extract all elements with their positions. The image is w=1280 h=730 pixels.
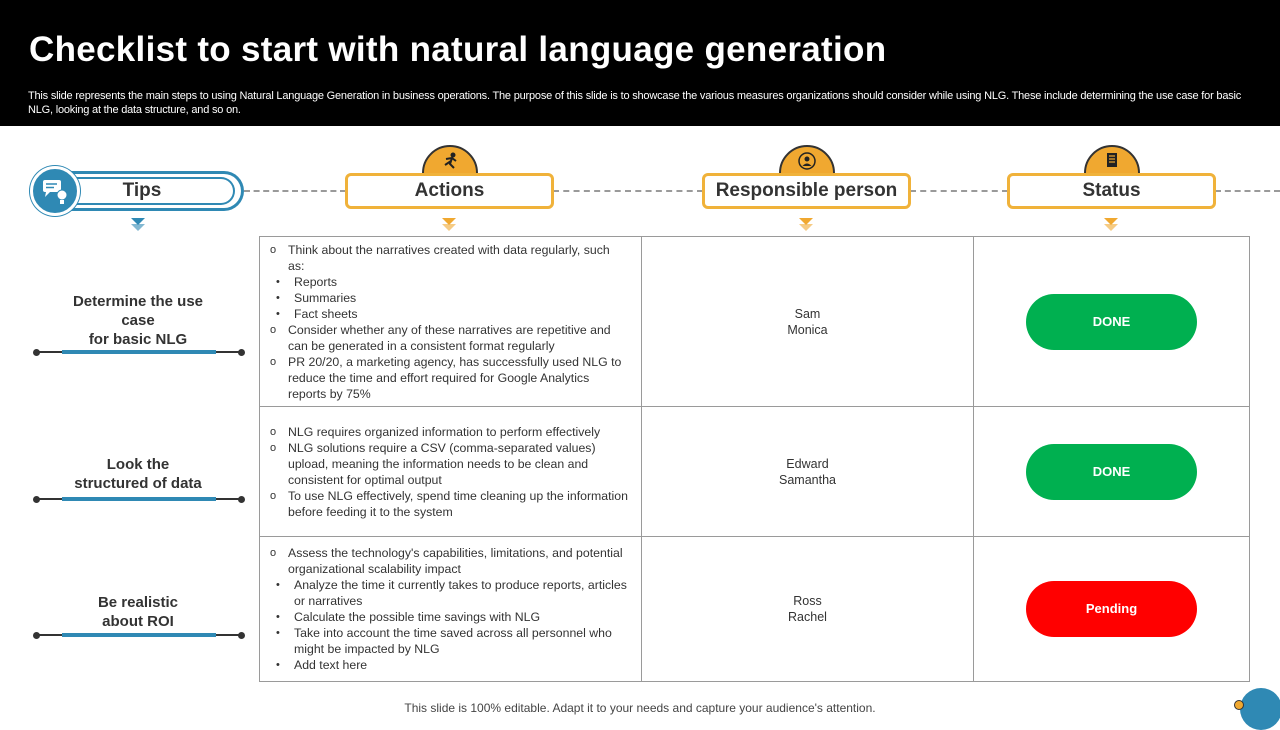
tip-underline-dot [33, 632, 40, 639]
status-cell [974, 237, 1250, 407]
slide-footer: This slide is 100% editable. Adapt it to your needs and capture your audience's attention. [404, 701, 876, 715]
tip-label-use-case: Determine the use case for basic NLG [72, 293, 204, 348]
list-item: • Analyze the time it currently takes to produce reports, articles or narratives [276, 578, 627, 608]
actions-cell [260, 537, 642, 682]
status-header: Status [1007, 173, 1216, 209]
person-badge-icon [779, 145, 835, 173]
chevron-down-icon [442, 224, 456, 231]
tip-underline-accent [62, 497, 216, 501]
list-item: o Assess the technology's capabilities, limitations, and potential organizational scalability impact [270, 546, 623, 576]
connector-line [1215, 190, 1280, 192]
actions-cell [260, 407, 642, 537]
tip-underline-dot [238, 496, 245, 503]
tips-header-label: Tips [122, 180, 162, 201]
responsible-cell: Sam Monica [642, 237, 974, 407]
connector-line [244, 190, 346, 192]
table-row [260, 237, 1250, 407]
tip-underline-dot [33, 496, 40, 503]
status-badge: DONE [1026, 294, 1197, 350]
decorative-dot [1234, 700, 1244, 710]
tip-label-data-structure: Look the structured of data [74, 456, 202, 492]
list-item: • Add text here [276, 658, 368, 672]
chevron-down-icon [1104, 224, 1118, 231]
slide-title: Checklist to start with natural language generation [29, 30, 887, 69]
list-item: o NLG solutions require a CSV (comma-separated values) upload, meaning the information needs to be clean and consistent for optimal output [270, 440, 596, 487]
list-item: o Consider whether any of these narratives are repetitive and can be generated in a consistent format regularly [270, 322, 611, 353]
list-item: o NLG requires organized information to perform effectively [270, 424, 601, 439]
connector-line [553, 190, 703, 192]
status-badge: Pending [1026, 581, 1197, 637]
table-row [260, 537, 1250, 682]
tip-underline-accent [62, 350, 216, 354]
slide-subtitle: This slide represents the main steps to using Natural Language Generation in business operations. The purpose of this slide is to showcase the various measures organizations should consider while using NLG. These include determining the use case for basic NLG, looking at the data structure, and so on. [28, 90, 1242, 116]
chevron-down-icon [799, 224, 813, 231]
list-item: • Take into account the time saved across all personnel who might be impacted by NLG [276, 626, 612, 656]
status-cell [974, 407, 1250, 537]
responsible-cell: Edward Samantha [642, 407, 974, 537]
tip-underline-accent [62, 633, 216, 637]
status-cell [974, 537, 1250, 682]
list-item: o To use NLG effectively, spend time cleaning up the information before feeding it to the system [270, 488, 628, 519]
tip-underline-dot [238, 349, 245, 356]
list-item: o PR 20/20, a marketing agency, has successfully used NLG to reduce the time and effort required for Google Analytics reports by 75% [270, 354, 622, 401]
decorative-circle [1240, 688, 1280, 730]
slide-header [0, 0, 1280, 126]
checklist-table [259, 236, 1250, 682]
running-person-icon [422, 145, 478, 173]
tip-underline-dot [33, 349, 40, 356]
status-badge: DONE [1026, 444, 1197, 500]
list-item: o Think about the narratives created with data regularly, such as: [270, 242, 610, 273]
list-item: • Summaries [276, 290, 357, 305]
connector-line [910, 190, 1008, 192]
document-list-icon [1084, 145, 1140, 173]
responsible-header: Responsible person [702, 173, 911, 209]
table-row [260, 407, 1250, 537]
responsible-cell: Ross Rachel [642, 537, 974, 682]
actions-header: Actions [345, 173, 554, 209]
list-item: • Fact sheets [276, 306, 358, 321]
list-item: • Reports [276, 274, 338, 289]
chevron-down-icon [131, 224, 145, 231]
actions-cell [260, 237, 642, 407]
chat-bulb-icon [30, 166, 80, 216]
tip-underline-dot [238, 632, 245, 639]
list-item: • Calculate the possible time savings with NLG [276, 610, 541, 624]
tip-label-roi: Be realistic about ROI [97, 594, 179, 630]
